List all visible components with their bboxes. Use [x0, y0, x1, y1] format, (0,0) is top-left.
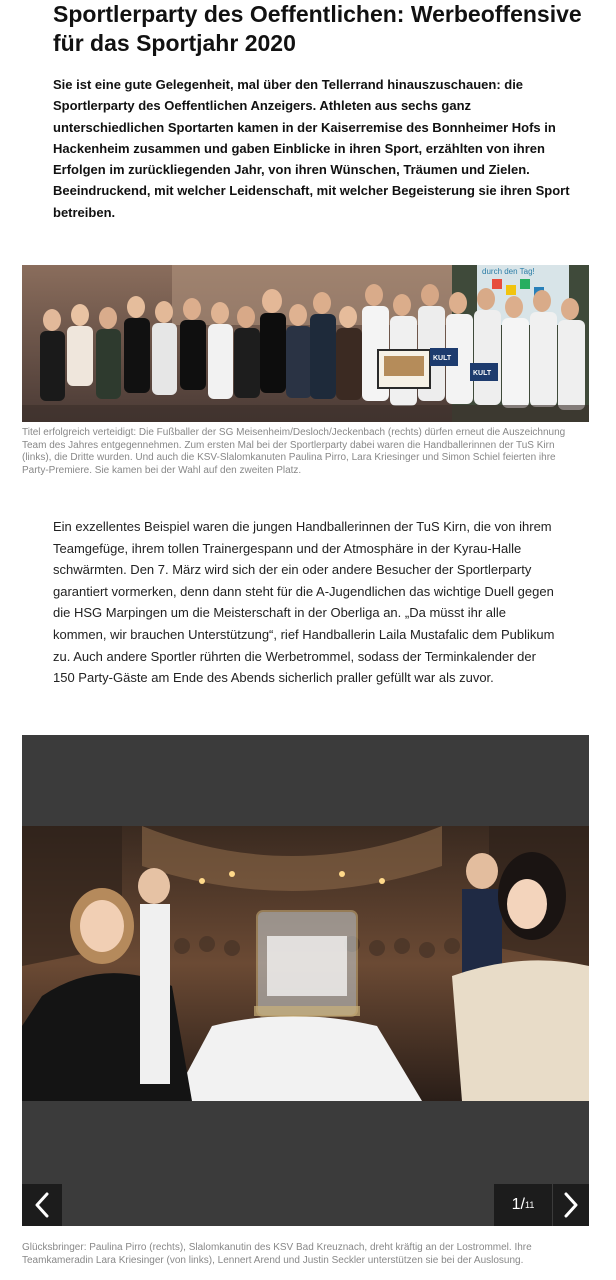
award-board-text: KULT	[433, 355, 452, 362]
award-board-text-2: KULT	[473, 370, 492, 377]
chevron-right-icon	[563, 1192, 579, 1218]
image-gallery[interactable]	[22, 735, 589, 1226]
gallery-photo[interactable]	[22, 826, 589, 1101]
gallery-total: 11	[525, 1200, 535, 1210]
gallery-photo-graphic	[22, 826, 589, 1101]
photo1-caption: Titel erfolgreich verteidigt: Die Fußballer der SG Meisenheim/Desloch/Jeckenbach (rechts) dürfen erneut die Auszeichnung Team des Jahres entgegennehmen. Zum ersten Mal bei der Sportlerparty dabei waren die Handballerinnen der TuS Kirn (links), die Dritte wurden. Und auch die KSV-Slalomkanuten Paulina Pirro, Lara Kriesinger und Simon Schiel feierten ihre Party-Premiere. Sie kamen bei der Wahl auf den zweiten Platz.	[22, 427, 566, 476]
gallery-counter: 1 / 11	[494, 1184, 552, 1226]
gallery-current: 1	[511, 1196, 521, 1213]
gallery-nav-right	[494, 1184, 589, 1226]
gallery-caption: Glücksbringer: Paulina Pirro (rechts), Slalomkanutin des KSV Bad Kreuznach, dreht kräftig an der Lostrommel. Ihre Teamkameradin Lara Kriesinger (von links), Lennert Arend und Justin Seckler unterstützen sie bei der Auslosung.	[22, 1242, 532, 1266]
banner-text: durch den Tag!	[482, 267, 535, 276]
article-lead: Sie ist eine gute Gelegenheit, mal über den Tellerrand hinauszuschauen: die Sportlerparty des Oeffentlichen Anzeigers. Athleten aus sechs ganz unterschiedlichen Sportarten kamen in der Kaiserremise des Bonnheimer Hofs in Hackenheim zusammen und gaben Einblicke in ihren Sport, erzählten von ihren Erfolgen im zurückliegenden Jahr, von ihren Wünschen, Träumen und Zielen. Beeindruckend, mit welcher Leidenschaft, mit welcher Begeisterung sie ihren Sport betreiben.	[53, 77, 570, 220]
gallery-next-button[interactable]	[553, 1184, 589, 1226]
chevron-left-icon	[34, 1192, 50, 1218]
gallery-prev-button[interactable]	[22, 1184, 62, 1226]
team-photo[interactable]	[22, 265, 589, 422]
team-photo-graphic	[22, 265, 589, 422]
article-body: Ein exzellentes Beispiel waren die jungen Handballerinnen der TuS Kirn, die von ihrem Teamgefüge, ihrem tollen Trainergespann und der Atmosphäre in der Kyrau-Halle schwärmten. Den 7. März wird sich der ein oder andere Besucher der Sportlerparty garantiert vormerken, denn dann steht für die A-Jugendlichen das wichtige Duell gegen die HSG Marpingen um die Meisterschaft in der Oberliga an. „Da müsst ihr alle kommen, wir brauchen Unterstützung“, rief Handballerin Laila Mustafalic dem Publikum zu. Auch andere Sportler rührten die Werbetrommel, sodass der Terminkalender der 150 Party-Gäste am Ende des Abends sicherlich praller gefüllt war als zuvor.	[53, 519, 555, 686]
article-headline: Sportlerparty des Oeffentlichen: Werbeoffensive für das Sportjahr 2020	[53, 1, 582, 56]
